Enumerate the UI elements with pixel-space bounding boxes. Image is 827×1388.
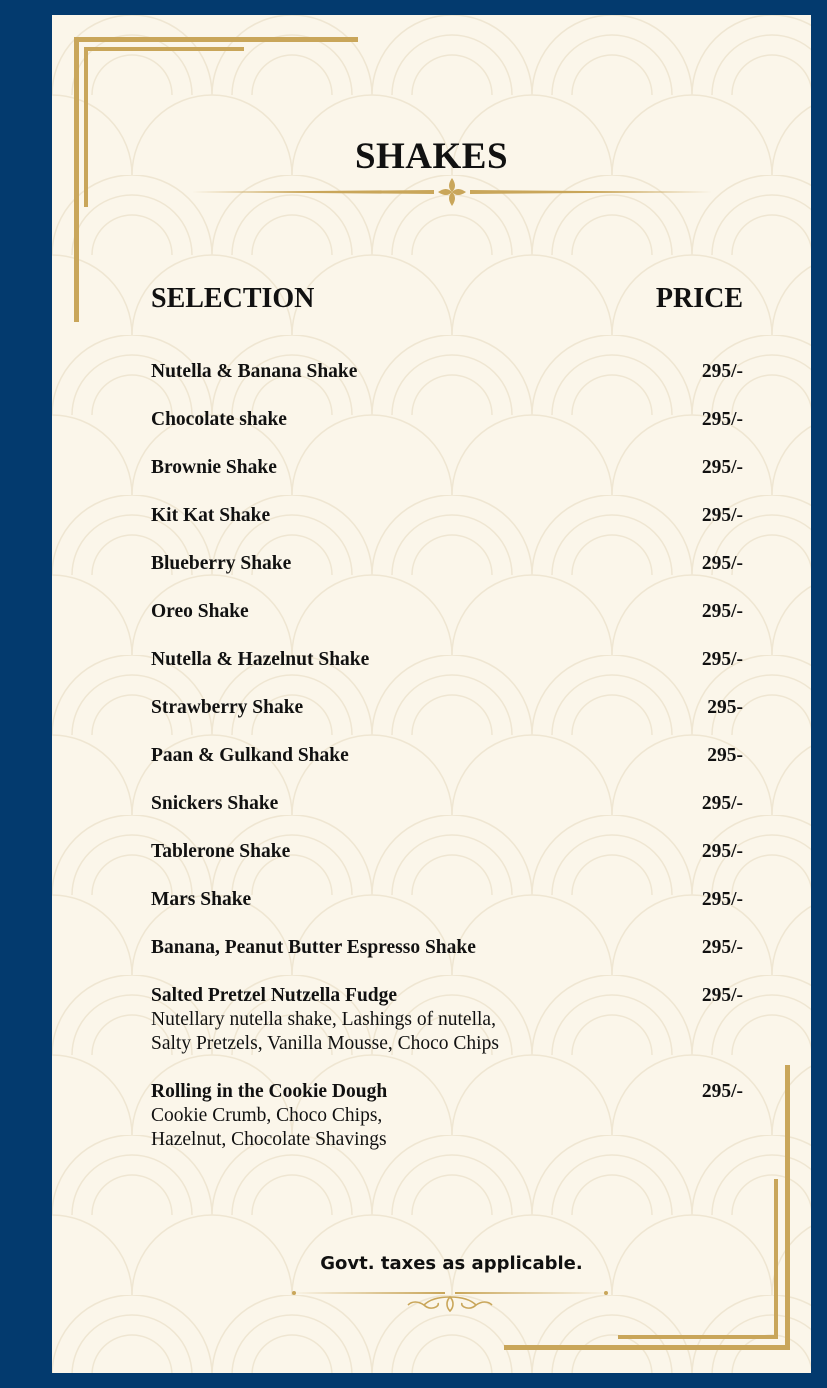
item-price: 295/- xyxy=(701,649,743,670)
item-name: Salted Pretzel Nutzella Fudge xyxy=(151,985,398,1006)
corner-frame-top-outer xyxy=(74,37,358,42)
item-price: 295/- xyxy=(701,457,743,478)
menu-item-special xyxy=(151,1080,743,1176)
menu-item-special xyxy=(151,984,743,1080)
item-price: 295/- xyxy=(701,1081,743,1102)
item-description: Hazelnut, Chocolate Shavings xyxy=(151,1129,387,1150)
title-divider-ornament xyxy=(192,175,712,209)
corner-frame-top-inner xyxy=(84,47,244,51)
tax-note: Govt. taxes as applicable. xyxy=(320,1253,583,1274)
item-name: Mars Shake xyxy=(151,889,252,910)
item-price: 295/- xyxy=(701,793,743,814)
corner-frame-bottom-outer xyxy=(504,1345,790,1350)
menu-item xyxy=(151,744,743,792)
item-price: 295/- xyxy=(701,985,743,1006)
corner-frame-bottom-inner xyxy=(618,1335,778,1339)
item-price: 295/- xyxy=(701,841,743,862)
menu-item-list xyxy=(151,360,743,1176)
item-name: Snickers Shake xyxy=(151,793,279,814)
item-price: 295- xyxy=(707,697,743,718)
item-name: Oreo Shake xyxy=(151,601,249,622)
item-name: Kit Kat Shake xyxy=(151,505,271,526)
menu-item xyxy=(151,936,743,984)
item-price: 295/- xyxy=(701,505,743,526)
menu-item xyxy=(151,888,743,936)
menu-item xyxy=(151,600,743,648)
column-header-price: PRICE xyxy=(655,283,743,314)
item-description: Salty Pretzels, Vanilla Mousse, Choco Chips xyxy=(151,1033,499,1054)
menu-item xyxy=(151,696,743,744)
item-name: Paan & Gulkand Shake xyxy=(151,745,349,766)
menu-item xyxy=(151,456,743,504)
column-header-selection: SELECTION xyxy=(151,283,315,314)
item-name: Banana, Peanut Butter Espresso Shake xyxy=(151,937,476,958)
item-name: Rolling in the Cookie Dough xyxy=(151,1081,388,1102)
corner-frame-left-outer xyxy=(74,37,79,322)
item-name: Nutella & Banana Shake xyxy=(151,361,358,382)
item-price: 295- xyxy=(707,745,743,766)
item-name: Tablerone Shake xyxy=(151,841,291,862)
item-name: Strawberry Shake xyxy=(151,697,304,718)
item-name: Brownie Shake xyxy=(151,457,277,478)
item-description: Nutellary nutella shake, Lashings of nutella, xyxy=(151,1009,496,1030)
menu-item xyxy=(151,840,743,888)
menu-item xyxy=(151,648,743,696)
item-name: Blueberry Shake xyxy=(151,553,292,574)
item-price: 295/- xyxy=(701,601,743,622)
item-price: 295/- xyxy=(701,553,743,574)
item-description: Cookie Crumb, Choco Chips, xyxy=(151,1105,383,1126)
menu-page xyxy=(52,15,811,1373)
item-price: 295/- xyxy=(701,937,743,958)
item-name: Chocolate shake xyxy=(151,409,287,430)
menu-item xyxy=(151,552,743,600)
corner-frame-left-inner xyxy=(84,47,88,207)
menu-item xyxy=(151,792,743,840)
menu-item xyxy=(151,408,743,456)
menu-item xyxy=(151,360,743,408)
corner-frame-right-outer xyxy=(785,1065,790,1350)
footer-divider-ornament xyxy=(290,1287,610,1315)
item-name: Nutella & Hazelnut Shake xyxy=(151,649,370,670)
item-price: 295/- xyxy=(701,409,743,430)
item-price: 295/- xyxy=(701,889,743,910)
menu-item xyxy=(151,504,743,552)
item-price: 295/- xyxy=(701,361,743,382)
page-title: SHAKES xyxy=(354,136,509,177)
